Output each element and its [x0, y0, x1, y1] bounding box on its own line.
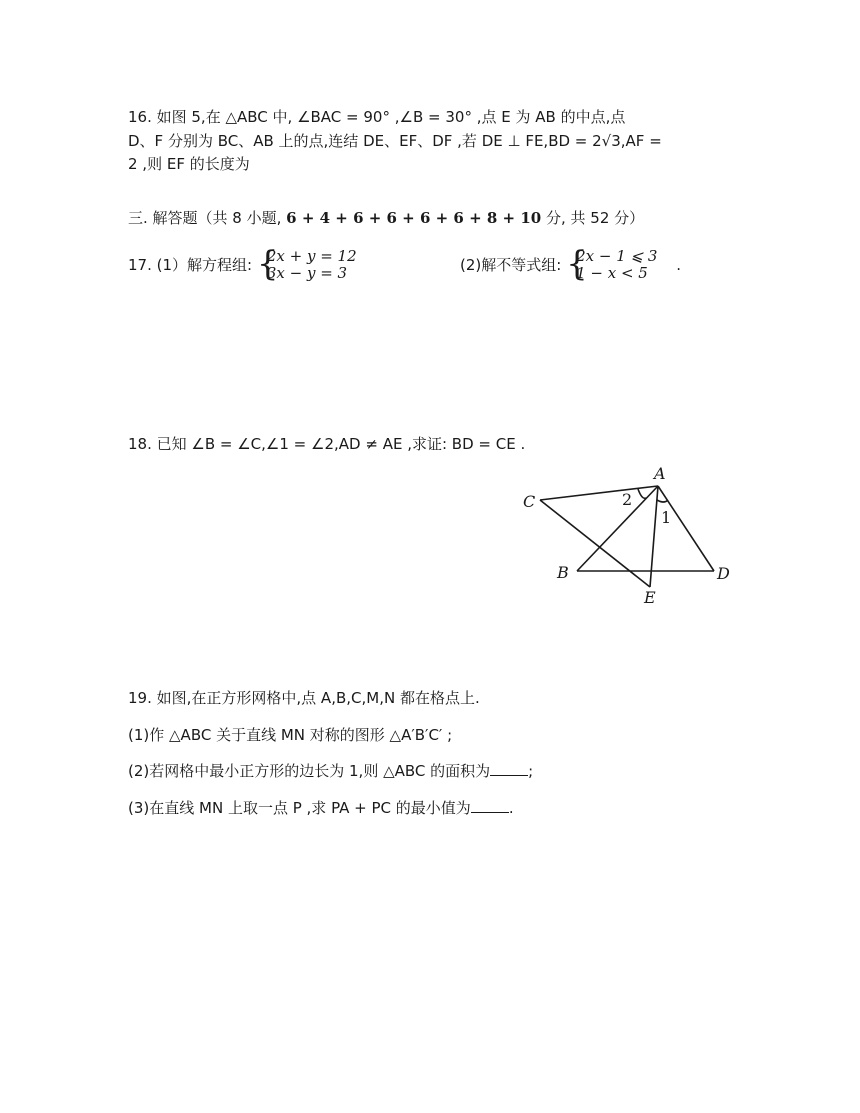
q19-part-2-text: (2)若网格中最小正方形的边长为 1,则 △ABC 的面积为: [128, 762, 491, 780]
label-1: 1: [661, 508, 672, 527]
q19-part-2-end: ;: [528, 762, 534, 780]
section-3-label: 三. 解答题（共 8 小题,: [128, 209, 282, 227]
q17-ineq-1: 2x − 1 ⩽ 3: [576, 247, 658, 265]
brace-icon: {: [566, 244, 588, 284]
q19-part-2: [128, 760, 533, 782]
q17-part-2-label: (2)解不等式组:: [460, 256, 562, 274]
q16-line-1: 16. 如图 5,在 △ABC 中, ∠BAC = 90° ,∠B = 30° ,点 E 为 AB 的中点,点: [128, 108, 626, 126]
q18-text: 18. 已知 ∠B = ∠C,∠1 = ∠2,AD ≠ AE ,求证: BD = CE .: [128, 435, 526, 453]
segment-ae: [650, 486, 658, 587]
section-3-scores: 6 + 4 + 6 + 6 + 6 + 6 + 8 + 10: [286, 209, 542, 227]
q19-part-3-end: .: [508, 799, 514, 817]
q17-eq-1: 2x + y = 12: [266, 247, 357, 265]
q19-part-3-text: (3)在直线 MN 上取一点 P ,求 PA + PC 的最小值为: [128, 799, 471, 817]
q17-part-2-end: .: [676, 256, 681, 274]
label-e: E: [644, 588, 656, 607]
label-d: D: [717, 564, 730, 583]
q16-line-3: 2 ,则 EF 的长度为: [128, 155, 250, 173]
angle-1-arc: [657, 500, 668, 502]
answer-blank[interactable]: [471, 798, 509, 813]
q17-ineq-2: 1 − x < 5: [576, 264, 648, 282]
q19-part-1: (1)作 △ABC 关于直线 MN 对称的图形 △A′B′C′ ;: [128, 726, 453, 744]
q19-intro: 19. 如图,在正方形网格中,点 A,B,C,M,N 都在格点上.: [128, 689, 480, 707]
segment-ad: [658, 486, 714, 571]
label-a: A: [654, 464, 666, 483]
label-2: 2: [622, 490, 633, 509]
section-3-suffix: 分, 共 52 分）: [545, 209, 645, 227]
q17-part-1-label: 17. (1）解方程组:: [128, 256, 253, 274]
q16-line-2: D、F 分别为 BC、AB 上的点,连结 DE、EF、DF ,若 DE ⊥ FE,BD = 2√3,AF =: [128, 132, 662, 150]
brace-icon: {: [256, 244, 279, 284]
label-b: B: [557, 563, 569, 582]
answer-blank[interactable]: [490, 761, 528, 776]
q17-eq-2: 3x − y = 3: [266, 264, 348, 282]
q19-part-3: [128, 797, 514, 819]
angle-2-arc: [638, 489, 646, 498]
label-c: C: [523, 492, 536, 511]
